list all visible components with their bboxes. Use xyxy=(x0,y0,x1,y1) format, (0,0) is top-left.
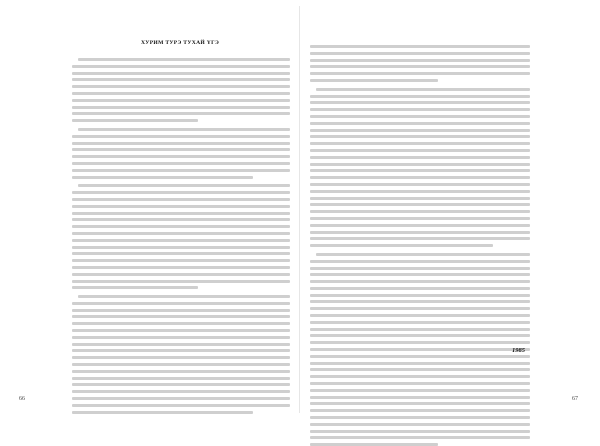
text-line xyxy=(72,259,290,262)
text-line xyxy=(310,122,530,125)
text-line xyxy=(310,362,530,365)
page-number-left: 66 xyxy=(19,396,25,402)
text-line xyxy=(72,142,290,145)
left-text-column xyxy=(72,58,290,414)
text-line xyxy=(310,176,530,179)
text-line xyxy=(72,349,290,352)
text-line xyxy=(310,267,530,270)
text-line xyxy=(72,65,290,68)
text-line xyxy=(310,197,530,200)
text-line xyxy=(72,191,290,194)
text-line xyxy=(310,334,530,337)
text-line xyxy=(310,59,530,62)
text-line xyxy=(72,302,290,305)
text-line xyxy=(72,397,290,400)
text-line xyxy=(72,322,290,325)
text-line xyxy=(72,72,290,75)
text-line xyxy=(310,72,530,75)
text-line xyxy=(72,99,290,102)
text-line xyxy=(310,190,530,193)
text-line xyxy=(72,336,290,339)
text-line xyxy=(310,341,530,344)
text-line xyxy=(72,198,290,201)
text-line xyxy=(72,411,253,414)
text-line xyxy=(310,183,530,186)
text-line xyxy=(72,119,198,122)
text-line xyxy=(78,295,290,298)
text-line xyxy=(310,260,530,263)
text-line xyxy=(310,52,530,55)
text-line xyxy=(72,85,290,88)
text-line xyxy=(72,383,290,386)
text-line xyxy=(310,423,530,426)
text-line xyxy=(310,129,530,132)
text-line xyxy=(310,169,530,172)
text-line xyxy=(310,389,530,392)
text-line xyxy=(72,377,290,380)
text-line xyxy=(310,45,530,48)
text-line xyxy=(310,300,530,303)
text-line xyxy=(310,287,530,290)
text-line xyxy=(310,65,530,68)
text-line xyxy=(310,321,530,324)
text-line xyxy=(72,205,290,208)
text-line xyxy=(310,273,530,276)
text-line xyxy=(72,232,290,235)
text-line xyxy=(72,329,290,332)
text-line xyxy=(72,176,253,179)
text-line xyxy=(310,231,530,234)
text-line xyxy=(72,404,290,407)
text-line xyxy=(310,79,438,82)
text-line xyxy=(310,210,530,213)
text-line xyxy=(310,328,530,331)
text-line xyxy=(310,375,530,378)
text-line xyxy=(72,390,290,393)
text-line xyxy=(310,142,530,145)
text-line xyxy=(310,156,530,159)
text-line xyxy=(72,212,290,215)
text-line xyxy=(310,108,530,111)
text-line xyxy=(310,95,530,98)
title-block xyxy=(70,40,290,47)
text-line xyxy=(72,112,290,115)
text-line xyxy=(310,355,530,358)
text-line xyxy=(310,409,530,412)
text-line xyxy=(310,402,530,405)
text-line xyxy=(72,343,290,346)
text-line xyxy=(72,363,290,366)
text-line xyxy=(310,135,530,138)
text-line xyxy=(72,252,290,255)
text-line xyxy=(72,78,290,81)
text-line xyxy=(316,88,530,91)
text-line xyxy=(310,314,530,317)
text-line xyxy=(78,128,290,131)
text-line xyxy=(72,309,290,312)
text-line xyxy=(72,225,290,228)
left-page xyxy=(0,0,300,419)
year-signature: 1985 xyxy=(512,347,525,354)
text-line xyxy=(72,169,290,172)
text-line xyxy=(310,396,530,399)
text-line xyxy=(310,101,530,104)
text-line xyxy=(310,280,530,283)
text-line xyxy=(310,430,530,433)
text-line xyxy=(310,149,530,152)
text-line xyxy=(310,115,530,118)
text-line xyxy=(310,307,530,310)
text-line xyxy=(310,203,530,206)
article-title: ХУРИМ ТУРЭ ТУХАЙ ҮГЭ xyxy=(140,40,220,46)
text-line xyxy=(72,148,290,151)
text-line xyxy=(72,92,290,95)
text-line xyxy=(78,184,290,187)
text-line xyxy=(310,348,530,351)
right-text-column xyxy=(310,45,530,446)
text-line xyxy=(72,356,290,359)
text-line xyxy=(72,106,290,109)
text-line xyxy=(310,224,530,227)
text-line xyxy=(72,239,290,242)
page-number-right: 67 xyxy=(572,396,578,402)
text-line xyxy=(310,217,530,220)
text-line xyxy=(72,280,290,283)
text-line xyxy=(310,382,530,385)
text-line xyxy=(72,315,290,318)
text-line xyxy=(310,436,530,439)
text-line xyxy=(72,162,290,165)
text-line xyxy=(310,294,530,297)
text-line xyxy=(72,218,290,221)
text-line xyxy=(310,244,493,247)
text-line xyxy=(316,253,530,256)
text-line xyxy=(310,163,530,166)
text-line xyxy=(72,273,290,276)
text-line xyxy=(72,370,290,373)
text-line xyxy=(72,246,290,249)
text-line xyxy=(72,135,290,138)
text-line xyxy=(72,155,290,158)
text-line xyxy=(78,58,290,61)
text-line xyxy=(72,266,290,269)
text-line xyxy=(72,286,198,289)
text-line xyxy=(310,237,530,240)
text-line xyxy=(310,368,530,371)
right-page xyxy=(300,0,600,419)
